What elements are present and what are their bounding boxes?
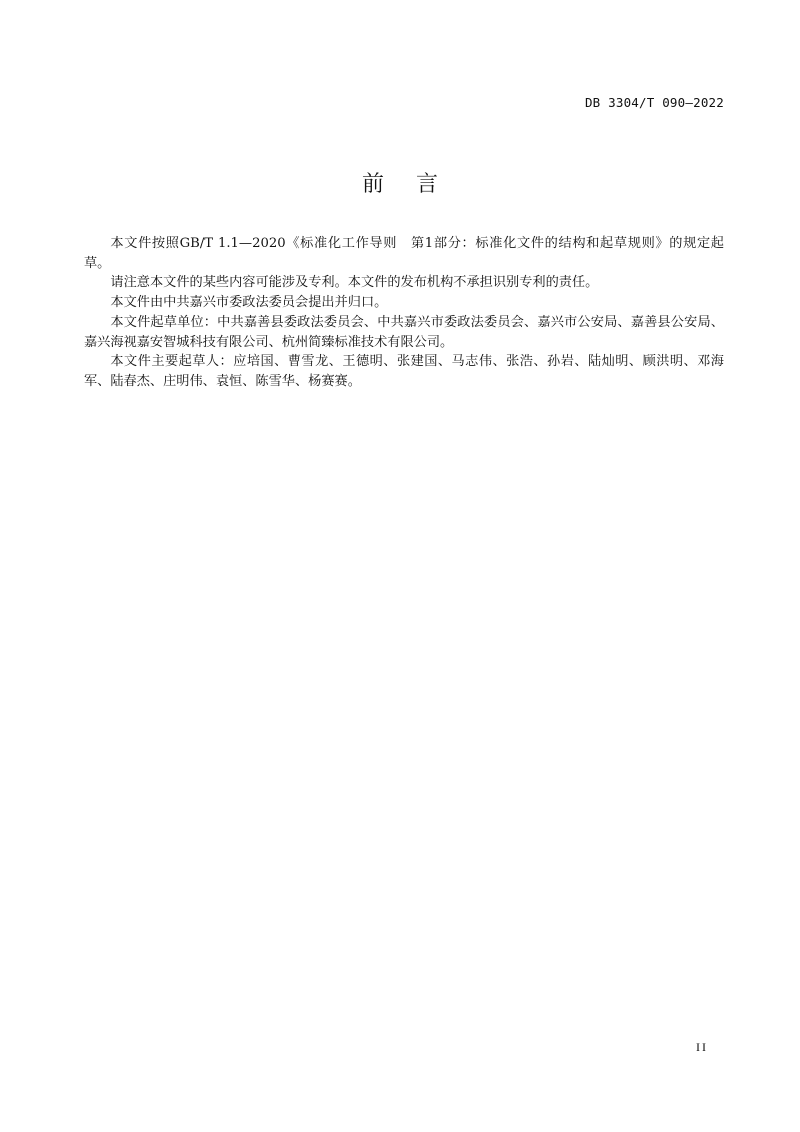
paragraph-drafting-basis: 本文件按照GB/T 1.1—2020《标准化工作导则 第1部分：标准化文件的结构和起草规则》的规定起草。 (84, 236, 724, 271)
document-code: DB 3304/T 090—2022 (584, 95, 724, 110)
page-number: II (696, 1040, 708, 1054)
paragraph-proposer: 本文件由中共嘉兴市委政法委员会提出并归口。 (110, 295, 388, 311)
page-title: 前言 (361, 172, 470, 197)
paragraph-drafters: 本文件主要起草人：应培国、曹雪龙、王德明、张建国、马志伟、张浩、孙岩、陆灿明、顾洪明、邓海军、陆春杰、庄明伟、袁恒、陈雪华、杨赛赛。 (84, 354, 724, 389)
paragraph-drafting-units: 本文件起草单位：中共嘉善县委政法委员会、中共嘉兴市委政法委员会、嘉兴市公安局、嘉善县公安局、嘉兴海视嘉安智城科技有限公司、杭州简臻标准技术有限公司。 (84, 314, 724, 350)
foreword-body (84, 234, 724, 392)
paragraph-patent-notice: 请注意本文件的某些内容可能涉及专利。本文件的发布机构不承担识别专利的责任。 (110, 275, 599, 291)
